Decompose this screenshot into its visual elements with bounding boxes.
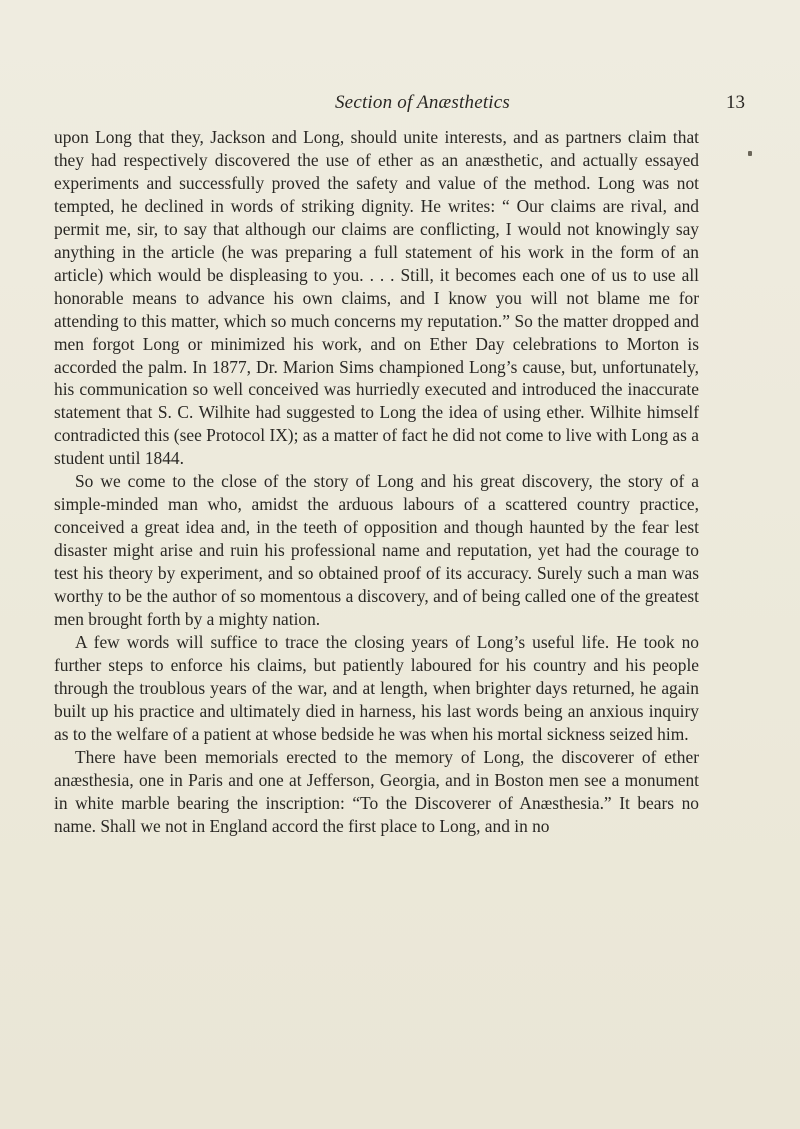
page-number: 13	[726, 92, 745, 113]
paragraph-memorials: There have been memorials erected to the memory of Long, the discoverer of ether anæsthesia, one in Paris and one at Jefferson, Georgia, and in Boston men see a monument in white marble bearing the inscription: “To the Discoverer of Anæsthesia.” It bears no name. Shall we not in England accord the first place to Long, and in no	[54, 746, 699, 836]
paragraph-close-of-story: So we come to the close of the story of Long and his great discovery, the story of a simple-minded man who, amidst the arduous labours of a scattered country practice, conceived a great idea and, in the teeth of opposition and though haunted by the fear lest disaster might arise and ruin his professional name and reputation, yet had the courage to test his theory by experiment, and so obtained proof of its accuracy. Surely such a man was worthy to be the author of so momentous a discovery, and of being called one of the greatest men brought forth by a mighty nation.	[54, 471, 699, 630]
margin-speck	[748, 151, 752, 156]
paragraph-continuation: upon Long that they, Jackson and Long, should unite interests, and as partners claim that they had respectively discovered the use of ether as an anæsthetic, and actually essayed experiments and successfully proved the safety and value of the method. Long was not tempted, he declined in words of striking dignity. He writes: “ Our claims are rival, and permit me, sir, to say that although our claims are conflicting, I would not knowingly say anything in the article (he was preparing a full statement of his work in the form of an article) which would be displeasing to you. . . . Still, it becomes each one of us to use all honorable means to advance his own claims, and I know you will not blame me for attending to this matter, which so much concerns my reputation.” So the matter dropped and men forgot Long or minimized his work, and on Ether Day celebrations to Morton is accorded the palm. In 1877, Dr. Marion Sims championed Long’s cause, but, unfortunately, his communication so well conceived was hurriedly executed and introduced the inaccurate statement that S. C. Wilhite had suggested to Long the idea of using ether. Wilhite himself contradicted this (see Protocol IX); as a matter of fact he did not come to live with Long as a student until 1844.	[54, 127, 699, 469]
running-head-title: Section of Anæsthetics	[334, 92, 511, 113]
paragraph-closing-years: A few words will suffice to trace the closing years of Long’s useful life. He took no further steps to enforce his claims, but patiently laboured for his country and his people through the troublous years of the war, and at length, when brighter days returned, he again built up his practice and ultimately died in harness, his last words being an anxious inquiry as to the welfare of a patient at whose bedside he was when his mortal sickness seized him.	[54, 631, 699, 744]
body-text	[54, 126, 699, 838]
running-head	[100, 92, 745, 116]
